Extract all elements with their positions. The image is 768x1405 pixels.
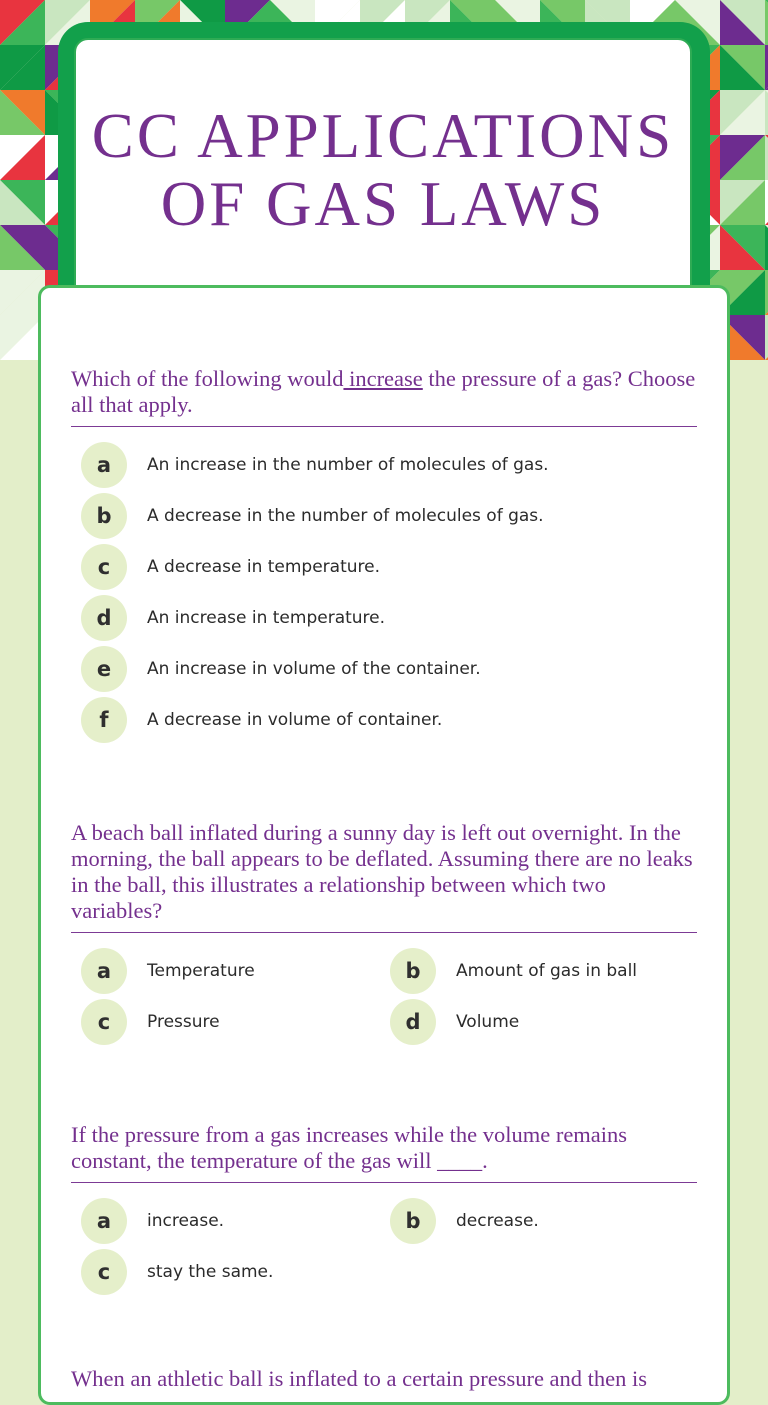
option-label[interactable]: Pressure bbox=[147, 1011, 220, 1032]
option-label[interactable]: Temperature bbox=[147, 960, 255, 981]
option-label[interactable]: A decrease in volume of container. bbox=[147, 709, 443, 730]
option-label[interactable]: Volume bbox=[456, 1011, 520, 1032]
question-1-options bbox=[71, 439, 697, 745]
option-d[interactable] bbox=[71, 592, 697, 643]
option-letter-bubble[interactable]: b bbox=[81, 493, 127, 539]
option-letter-bubble[interactable]: b bbox=[390, 1198, 436, 1244]
question-4-prompt: When an athletic ball is inflated to a certain pressure and then is bbox=[71, 1366, 648, 1391]
question-3 bbox=[71, 1122, 697, 1297]
option-b[interactable] bbox=[71, 490, 697, 541]
question-1-prompt-part: the pressure of a gas? Choose all that apply. bbox=[71, 366, 696, 417]
question-4 bbox=[71, 1366, 697, 1400]
question-2-prompt: A beach ball inflated during a sunny day is left out overnight. In the morning, the ball appears to be deflated. Assuming there are no leaks in the ball, this illustrates a relationship between which two variables? bbox=[71, 820, 697, 933]
question-1 bbox=[71, 366, 697, 745]
question-1-underlined-word: increase bbox=[343, 366, 423, 391]
option-c[interactable] bbox=[71, 541, 697, 592]
option-letter-bubble[interactable]: b bbox=[390, 948, 436, 994]
option-letter-bubble[interactable]: c bbox=[81, 544, 127, 590]
question-2-options bbox=[71, 945, 697, 1047]
question-2 bbox=[71, 820, 697, 1047]
option-letter-bubble[interactable]: a bbox=[81, 442, 127, 488]
option-letter-bubble[interactable]: a bbox=[81, 948, 127, 994]
option-a[interactable] bbox=[71, 945, 380, 996]
option-letter-bubble[interactable]: f bbox=[81, 697, 127, 743]
option-letter-bubble[interactable]: c bbox=[81, 999, 127, 1045]
option-letter-bubble[interactable]: c bbox=[81, 1249, 127, 1295]
option-a[interactable] bbox=[71, 439, 697, 490]
page-title-line-1: CC APPLICATIONS bbox=[91, 101, 675, 171]
question-1-prompt-part: Which of the following would bbox=[71, 366, 344, 391]
option-label[interactable]: An increase in temperature. bbox=[147, 607, 386, 628]
option-label[interactable]: An increase in volume of the container. bbox=[147, 658, 481, 679]
option-label[interactable]: decrease. bbox=[456, 1210, 539, 1231]
option-label[interactable]: increase. bbox=[147, 1210, 225, 1231]
option-letter-bubble[interactable]: d bbox=[81, 595, 127, 641]
option-a[interactable] bbox=[71, 1195, 380, 1246]
option-b[interactable] bbox=[380, 1195, 689, 1246]
option-label[interactable]: An increase in the number of molecules of gas. bbox=[147, 454, 549, 475]
option-e[interactable] bbox=[71, 643, 697, 694]
option-letter-bubble[interactable]: d bbox=[390, 999, 436, 1045]
option-label[interactable]: A decrease in the number of molecules of gas. bbox=[147, 505, 544, 526]
option-f[interactable] bbox=[71, 694, 697, 745]
page-title bbox=[74, 102, 692, 238]
option-label[interactable]: A decrease in temperature. bbox=[147, 556, 381, 577]
question-3-prompt: If the pressure from a gas increases while the volume remains constant, the temperature of the gas will ____. bbox=[71, 1122, 697, 1183]
page-title-line-2: OF GAS LAWS bbox=[160, 169, 606, 239]
option-c[interactable] bbox=[71, 996, 380, 1047]
option-label[interactable]: stay the same. bbox=[147, 1261, 274, 1282]
option-d[interactable] bbox=[380, 996, 689, 1047]
question-3-options bbox=[71, 1195, 697, 1297]
question-1-prompt bbox=[71, 366, 697, 427]
option-c[interactable] bbox=[71, 1246, 380, 1297]
option-label[interactable]: Amount of gas in ball bbox=[456, 960, 638, 981]
option-letter-bubble[interactable]: e bbox=[81, 646, 127, 692]
option-letter-bubble[interactable]: a bbox=[81, 1198, 127, 1244]
option-b[interactable] bbox=[380, 945, 689, 996]
